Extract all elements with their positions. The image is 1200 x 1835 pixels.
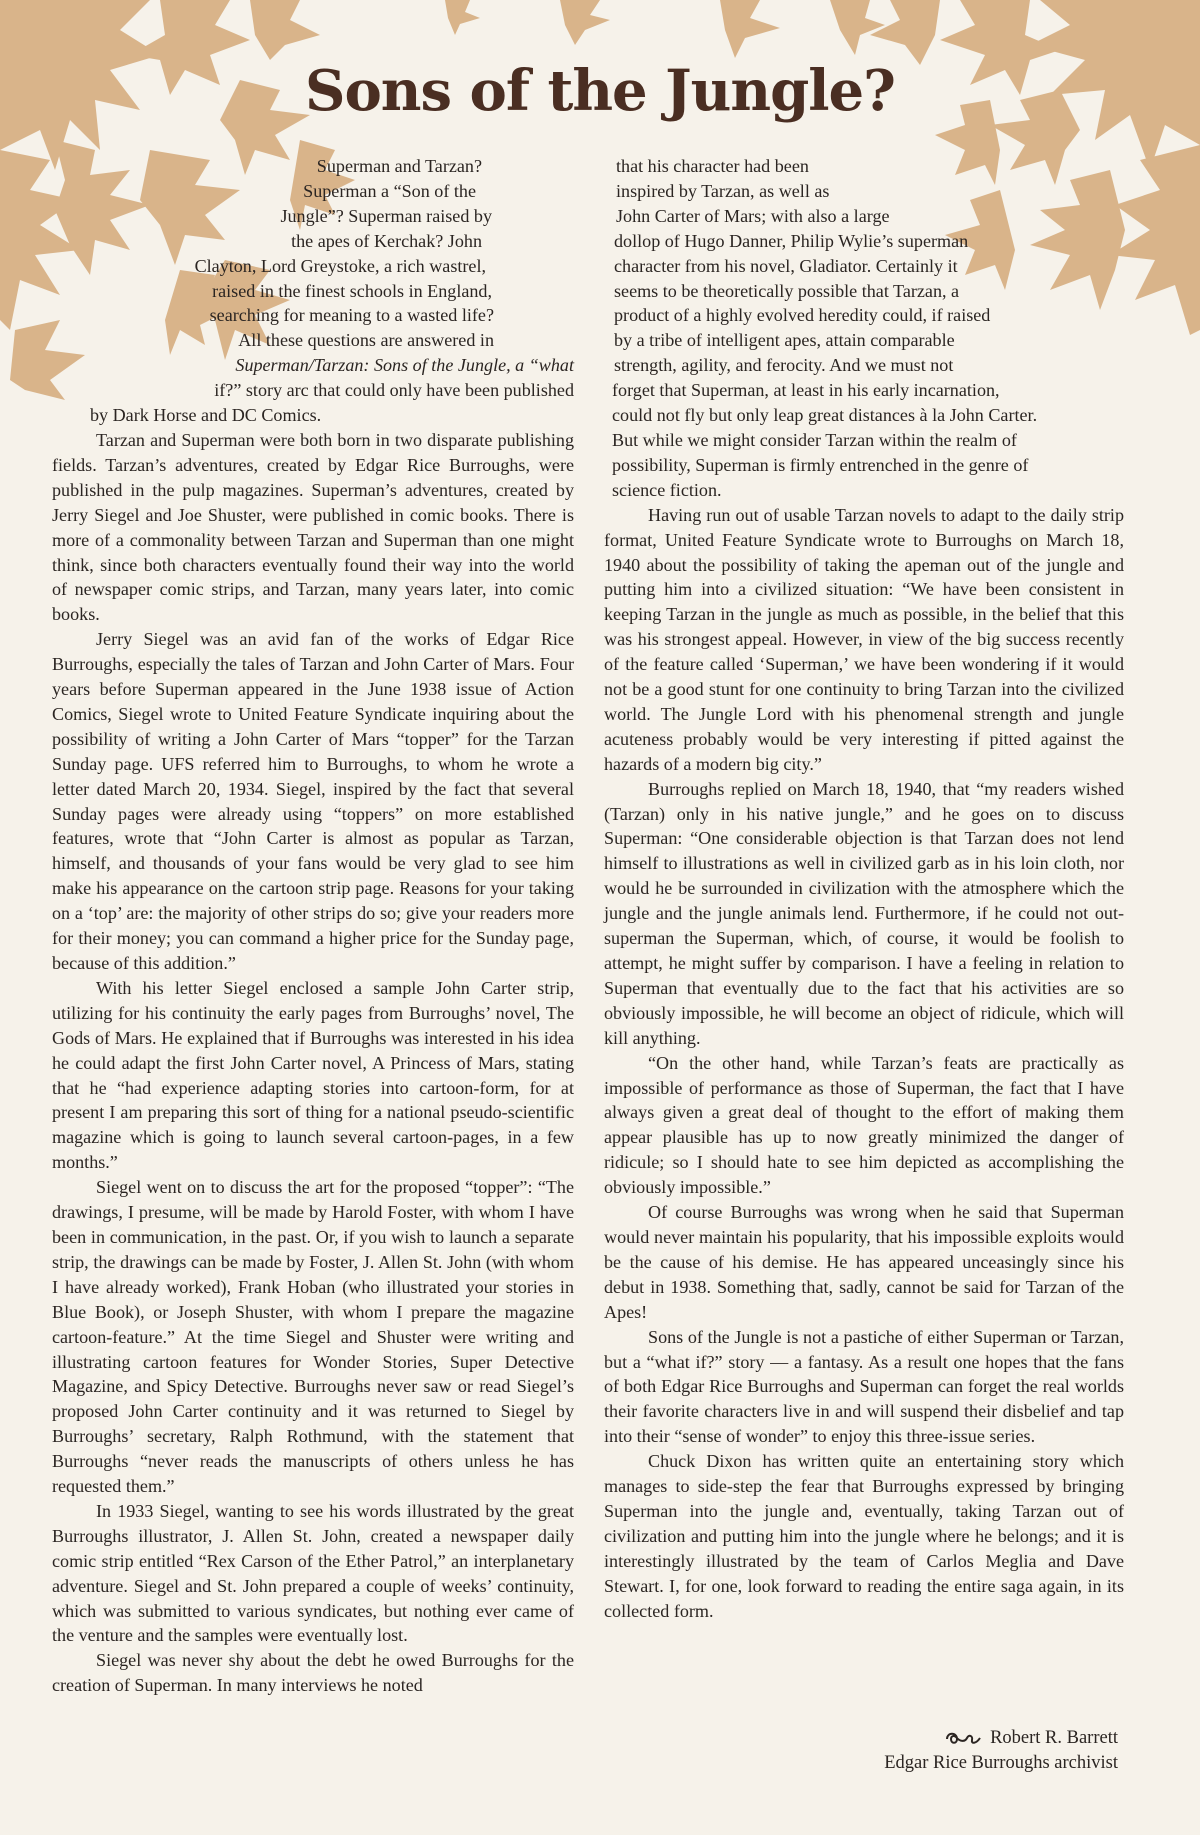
intro-line: if?” story arc that could only have been published bbox=[214, 380, 574, 401]
paragraph: Jerry Siegel was an avid fan of the works of Edgar Rice Burroughs, especially the tales of Tarzan and John Carter of Mars. Four years before Superman appeared in the June 1938 issue of Action Comics, Siegel wrote to United Feature Syndicate inquiring about the possibility of writing a John Carter of Mars “topper” for the Tarzan Sunday page. UFS referred him to Burroughs, to whom he wrote a letter dated March 20, 1934. Siegel, inspired by the fact that several Sunday pages were already using “toppers” on more established features, wrote that “John Carter is almost as popular as Tarzan, himself, and thousands of your fans would be very glad to see him make his appearance on the cartoon strip page. Reasons for your taking on a ‘top’ are: the majority of other strips do so; give your readers more for their money; you can command a higher price for the Sunday page, because of this addition.” bbox=[52, 629, 574, 973]
intro-line: that his character had been bbox=[616, 156, 809, 176]
right-intro bbox=[604, 154, 1124, 503]
intro-line: product of a highly evolved heredity could, if raised bbox=[614, 305, 991, 326]
left-column bbox=[52, 154, 574, 1698]
right-column bbox=[604, 154, 1124, 1623]
left-intro bbox=[52, 154, 574, 428]
intro-line: strength, agility, and ferocity. And we must not bbox=[614, 355, 954, 376]
intro-line: Jungle”? Superman raised by bbox=[280, 205, 492, 226]
paragraph: Tarzan and Superman were both born in two disparate publishing fields. Tarzan’s adventures, created by Edgar Rice Burroughs, were published in the pulp magazines. Superman’s adventures, created by Jerry Siegel and Joe Shuster, were published in comic books. There is more of a commonality between Tarzan and Superman than one might think, since both characters eventually found their way into the world of newspaper comic strips, and Tarzan, many years later, into comic books. bbox=[52, 429, 574, 625]
intro-line: by a tribe of intelligent apes, attain comparable bbox=[614, 330, 955, 351]
signature-block bbox=[884, 1726, 1118, 1776]
intro-line: inspired by Tarzan, as well as bbox=[616, 180, 830, 201]
intro-line: seems to be theoretically possible that Tarzan, a bbox=[614, 280, 960, 301]
intro-line: forget that Superman, at least in his early incarnation, bbox=[612, 380, 1000, 401]
paragraph: Having run out of usable Tarzan novels to adapt to the daily strip format, United Feature Syndicate wrote to Burroughs on March 18, 1940 about the possibility of taking the apeman out of the jungle and putting him into a civilized situation: “We have been consistent in keeping Tarzan in the jungle as much as possible, in the belief that this was his strongest appeal. However, in view of the big success recently of the feature called ‘Superman,’ we have been wondering if it would not be a good stunt for one continuity to bring Tarzan into the civilized world. The Jungle Lord with his phenomenal strength and jungle acuteness probably would be very interesting if pitted against the hazards of a modern big city.” bbox=[604, 504, 1124, 774]
intro-line: science fiction. bbox=[612, 479, 722, 500]
intro-line: All these questions are answered in bbox=[238, 330, 494, 351]
signature-flourish-icon bbox=[945, 1730, 985, 1748]
author-name: Robert R. Barrett bbox=[990, 1728, 1118, 1748]
paragraph: “On the other hand, while Tarzan’s feats are practically as impossible of performance as those of Superman, the fact that I have always given a great deal of thought to the effort of making them appear plausible has up to now greatly minimized the danger of ridicule; so I should hate to see him depicted as accomplishing the obviously impossible.” bbox=[604, 1052, 1124, 1198]
signature-name-line bbox=[884, 1726, 1118, 1751]
intro-line: character from his novel, Gladiator. Certainly it bbox=[614, 255, 958, 276]
paragraph: Burroughs replied on March 18, 1940, that “my readers wished (Tarzan) only in his native jungle,” and he goes on to discuss Superman: “One considerable objection is that Tarzan does not lend himself to illustrations as well in civilized garb as in his loin cloth, nor would he be surrounded in civilization with the atmosphere which the jungle and the jungle animals lend. Furthermore, if he could not out-superman the Superman, which, of course, it would be foolish to attempt, he might suffer by comparison. I have a feeling in relation to Superman that eventually due to the fact that his activities are so obviously impossible, he will become an object of ridicule, which will kill anything. bbox=[604, 778, 1124, 1048]
intro-line: could not fly but only leap great distances à la John Carter. bbox=[612, 405, 1038, 426]
intro-line: Clayton, Lord Greystoke, a rich wastrel, bbox=[194, 255, 486, 276]
intro-line: Superman and Tarzan? bbox=[316, 156, 482, 176]
author-role: Edgar Rice Burroughs archivist bbox=[884, 1753, 1118, 1773]
intro-line: dollop of Hugo Danner, Philip Wylie’s superman bbox=[614, 230, 969, 251]
intro-line: Superman/Tarzan: Sons of the Jungle, a “what bbox=[235, 355, 574, 376]
intro-line: raised in the finest schools in England, bbox=[212, 280, 492, 301]
intro-line: John Carter of Mars; with also a large bbox=[616, 205, 890, 226]
intro-line: the apes of Kerchak? John bbox=[291, 230, 482, 251]
intro-line: by Dark Horse and DC Comics. bbox=[90, 405, 322, 426]
paragraph: In 1933 Siegel, wanting to see his words illustrated by the great Burroughs illustrator, J. Allen St. John, created a newspaper daily comic strip entitled “Rex Carson of the Ether Patrol,” an interplanetary adventure. Siegel and St. John prepared a couple of weeks’ continuity, which was submitted to various syndicates, but nothing ever came of the venture and the samples were eventually lost. bbox=[52, 1500, 574, 1646]
intro-line: possibility, Superman is firmly entrenched in the genre of bbox=[612, 454, 1029, 475]
paragraph: Sons of the Jungle is not a pastiche of either Superman or Tarzan, but a “what if?” story — a fantasy. As a result one hopes that the fans of both Edgar Rice Burroughs and Superman can forget the real worlds their favorite characters live in and will suspend their disbelief and tap into their “sense of wonder” to enjoy this three-issue series. bbox=[604, 1326, 1124, 1447]
paragraph: With his letter Siegel enclosed a sample John Carter strip, utilizing for his continuity the early pages from Burroughs’ novel, The Gods of Mars. He explained that if Burroughs was interested in his idea he could adapt the first John Carter novel, A Princess of Mars, stating that he “had experience adapting stories into cartoon-form, for at present I am preparing this sort of thing for a national pseudo-scientific magazine which is going to launch several cartoon-pages, in a few months.” bbox=[52, 977, 574, 1173]
intro-line: But while we might consider Tarzan within the realm of bbox=[612, 429, 1017, 450]
paragraph: Siegel went on to discuss the art for the proposed “topper”: “The drawings, I presume, will be made by Harold Foster, with whom I have been in communication, in the past. Or, if you wish to launch a separate strip, the drawings can be made by Foster, J. Allen St. John (with whom I have already worked), Frank Hoban (who illustrated your stories in Blue Book), or Joseph Shuster, with whom I prepare the magazine cartoon-feature.” At the time Siegel and Shuster were writing and illustrating cartoon features for Wonder Stories, Super Detective Magazine, and Spicy Detective. Burroughs never saw or read Siegel’s proposed John Carter continuity and it was returned to Siegel by Burroughs’ secretary, Ralph Rothmund, with the statement that Burroughs “never reads the manuscripts of others unless he has requested them.” bbox=[52, 1177, 574, 1497]
intro-line: Superman a “Son of the bbox=[303, 180, 476, 201]
intro-line: searching for meaning to a wasted life? bbox=[209, 305, 494, 326]
paragraph: Siegel was never shy about the debt he owed Burroughs for the creation of Superman. In many interviews he noted bbox=[52, 1650, 574, 1696]
article-title: Sons of the Jungle? bbox=[305, 58, 895, 124]
paragraph: Of course Burroughs was wrong when he said that Superman would never maintain his popularity, that his impossible exploits would be the cause of his demise. He has appeared unceasingly since his debut in 1938. Something that, sadly, cannot be said for Tarzan of the Apes! bbox=[604, 1202, 1124, 1322]
paragraph: Chuck Dixon has written quite an entertaining story which manages to side-step the fear that Burroughs expressed by bringing Superman into the jungle and, eventually, taking Tarzan out of civilization and putting him into the jungle where he belongs; and it is interestingly illustrated by the team of Carlos Meglia and Dave Stewart. I, for one, look forward to reading the entire saga again, in its collected form. bbox=[604, 1451, 1124, 1621]
